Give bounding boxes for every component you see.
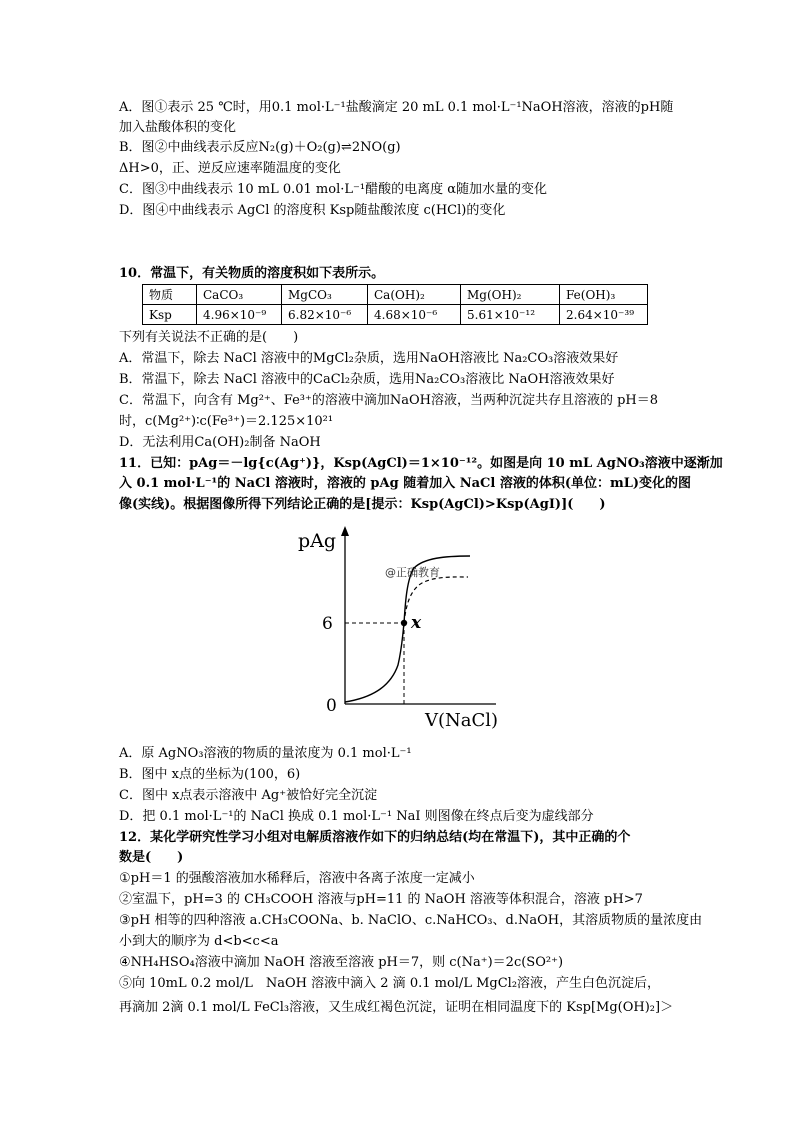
x-axis-label: V(NaCl) (425, 710, 499, 731)
q12-item-4: ④NH₄HSO₄溶液中滴加 NaOH 溶液至溶液 pH＝7，则 c(Na⁺)＝2c(SO²⁺) (119, 955, 564, 970)
y-tick-6: 6 (322, 614, 333, 634)
pag-titration-graph (290, 520, 510, 732)
q9-option-d: D．图④中曲线表示 AgCl 的溶度积 Ksp随盐酸浓度 c(HCl)的变化 (119, 203, 506, 218)
ksp-table-header-row (143, 285, 648, 305)
q9-option-c: C．图③中曲线表示 10 mL 0.01 mol·L⁻¹醋酸的电离度 α随加水量的变化 (119, 182, 547, 197)
q12-item-2: ②室温下，pH=3 的 CH₃COOH 溶液与pH=11 的 NaOH 溶液等体积混合，溶液 pH>7 (119, 892, 643, 907)
q9-option-b-line1: B．图②中曲线表示反应N₂(g)＋O₂(g)⇌2NO(g) (119, 140, 401, 155)
q11-option-c: C．图中 x点表示溶液中 Ag⁺被恰好完全沉淀 (119, 788, 378, 803)
q12-item-5-line2: 再滴加 2滴 0.1 mol/L FeCl₃溶液，又生成红褐色沉淀，证明在相同温度下的 Ksp[Mg(OH)₂]＞ (119, 1000, 674, 1015)
table-cell: Mg(OH)₂ (461, 285, 560, 305)
q11-stem-line1: 11．已知：pAg＝－lg{c(Ag⁺)}，Ksp(AgCl)＝1×10⁻¹²。如图是向 10 mL AgNO₃溶液中逐渐加 (119, 456, 723, 471)
y-axis-label: pAg (298, 530, 337, 552)
q11-option-d: D．把 0.1 mol·L⁻¹的 NaCl 换成 0.1 mol·L⁻¹ NaI 则图像在终点后变为虚线部分 (119, 809, 594, 824)
q10-option-c-line1: C．常温下，向含有 Mg²⁺、Fe³⁺的溶液中滴加NaOH溶液，当两种沉淀共存且溶液的 pH＝8 (119, 393, 659, 408)
table-cell: 2.64×10⁻³⁹ (560, 305, 648, 325)
q12-stem-line1: 12．某化学研究性学习小组对电解质溶液作如下的归纳总结(均在常温下)，其中正确的个 (119, 830, 631, 845)
point-x-label: x (411, 613, 422, 633)
q9-option-a-line1: A．图①表示 25 ℃时，用0.1 mol·L⁻¹盐酸滴定 20 mL 0.1 mol·L⁻¹NaOH溶液，溶液的pH随 (119, 100, 674, 115)
q12-item-3-line1: ③pH 相等的四种溶液 a.CH₃COONa、b. NaClO、c.NaHCO₃、d.NaOH，其溶质物质的量浓度由 (119, 913, 703, 928)
q12-item-5-line1: ⑤向 10mL 0.2 mol/L NaOH 溶液中滴入 2 滴 0.1 mol/L MgCl₂溶液，产生白色沉淀后， (119, 976, 661, 991)
table-cell: Ca(OH)₂ (368, 285, 461, 305)
q9-option-a-line2: 加入盐酸体积的变化 (119, 120, 237, 135)
table-cell: CaCO₃ (197, 285, 282, 305)
y-axis-arrow (341, 526, 349, 536)
table-cell: 物质 (143, 285, 197, 305)
q12-stem-line2: 数是( ) (119, 850, 184, 865)
q10-question: 下列有关说法不正确的是( ) (119, 330, 299, 345)
q11-stem-line3: 像(实线)。根据图像所得下列结论正确的是[提示：Ksp(AgCl)>Ksp(AgI)]( ) (119, 497, 606, 512)
table-cell: Fe(OH)₃ (560, 285, 648, 305)
q10-option-a: A．常温下，除去 NaCl 溶液中的MgCl₂杂质，选用NaOH溶液比 Na₂CO₃溶液效果好 (119, 351, 619, 366)
table-cell: 5.61×10⁻¹² (461, 305, 560, 325)
point-x (401, 620, 407, 626)
origin-label: 0 (326, 696, 337, 716)
q10-option-d: D．无法利用Ca(OH)₂制备 NaOH (119, 435, 321, 450)
table-cell: 4.96×10⁻⁹ (197, 305, 282, 325)
q11-option-a: A．原 AgNO₃溶液的物质的量浓度为 0.1 mol·L⁻¹ (119, 746, 412, 761)
q12-item-1: ①pH＝1 的强酸溶液加水稀释后，溶液中各离子浓度一定减小 (119, 871, 475, 886)
q10-option-c-line2: 时，c(Mg²⁺)∶c(Fe³⁺)＝2.125×10²¹ (119, 414, 334, 429)
q10-stem: 10．常温下，有关物质的溶度积如下表所示。 (119, 266, 385, 281)
table-cell: Ksp (143, 305, 197, 325)
table-cell: 4.68×10⁻⁶ (368, 305, 461, 325)
watermark: @正确教育 (385, 566, 440, 579)
q11-stem-line2: 入 0.1 mol·L⁻¹的 NaCl 溶液时，溶液的 pAg 随着加入 NaCl 溶液的体积(单位：mL)变化的图 (119, 476, 692, 491)
ksp-table (142, 284, 648, 325)
table-cell: MgCO₃ (282, 285, 368, 305)
ksp-table-value-row (143, 305, 648, 325)
q9-option-b-line2: ΔH>0，正、逆反应速率随温度的变化 (119, 161, 341, 176)
table-cell: 6.82×10⁻⁶ (282, 305, 368, 325)
q10-option-b: B．常温下，除去 NaCl 溶液中的CaCl₂杂质，选用Na₂CO₃溶液比 NaOH溶液效果好 (119, 372, 615, 387)
q11-option-b: B．图中 x点的坐标为(100，6) (119, 767, 301, 782)
q12-item-3-line2: 小到大的顺序为 d<b<c<a (119, 934, 279, 949)
